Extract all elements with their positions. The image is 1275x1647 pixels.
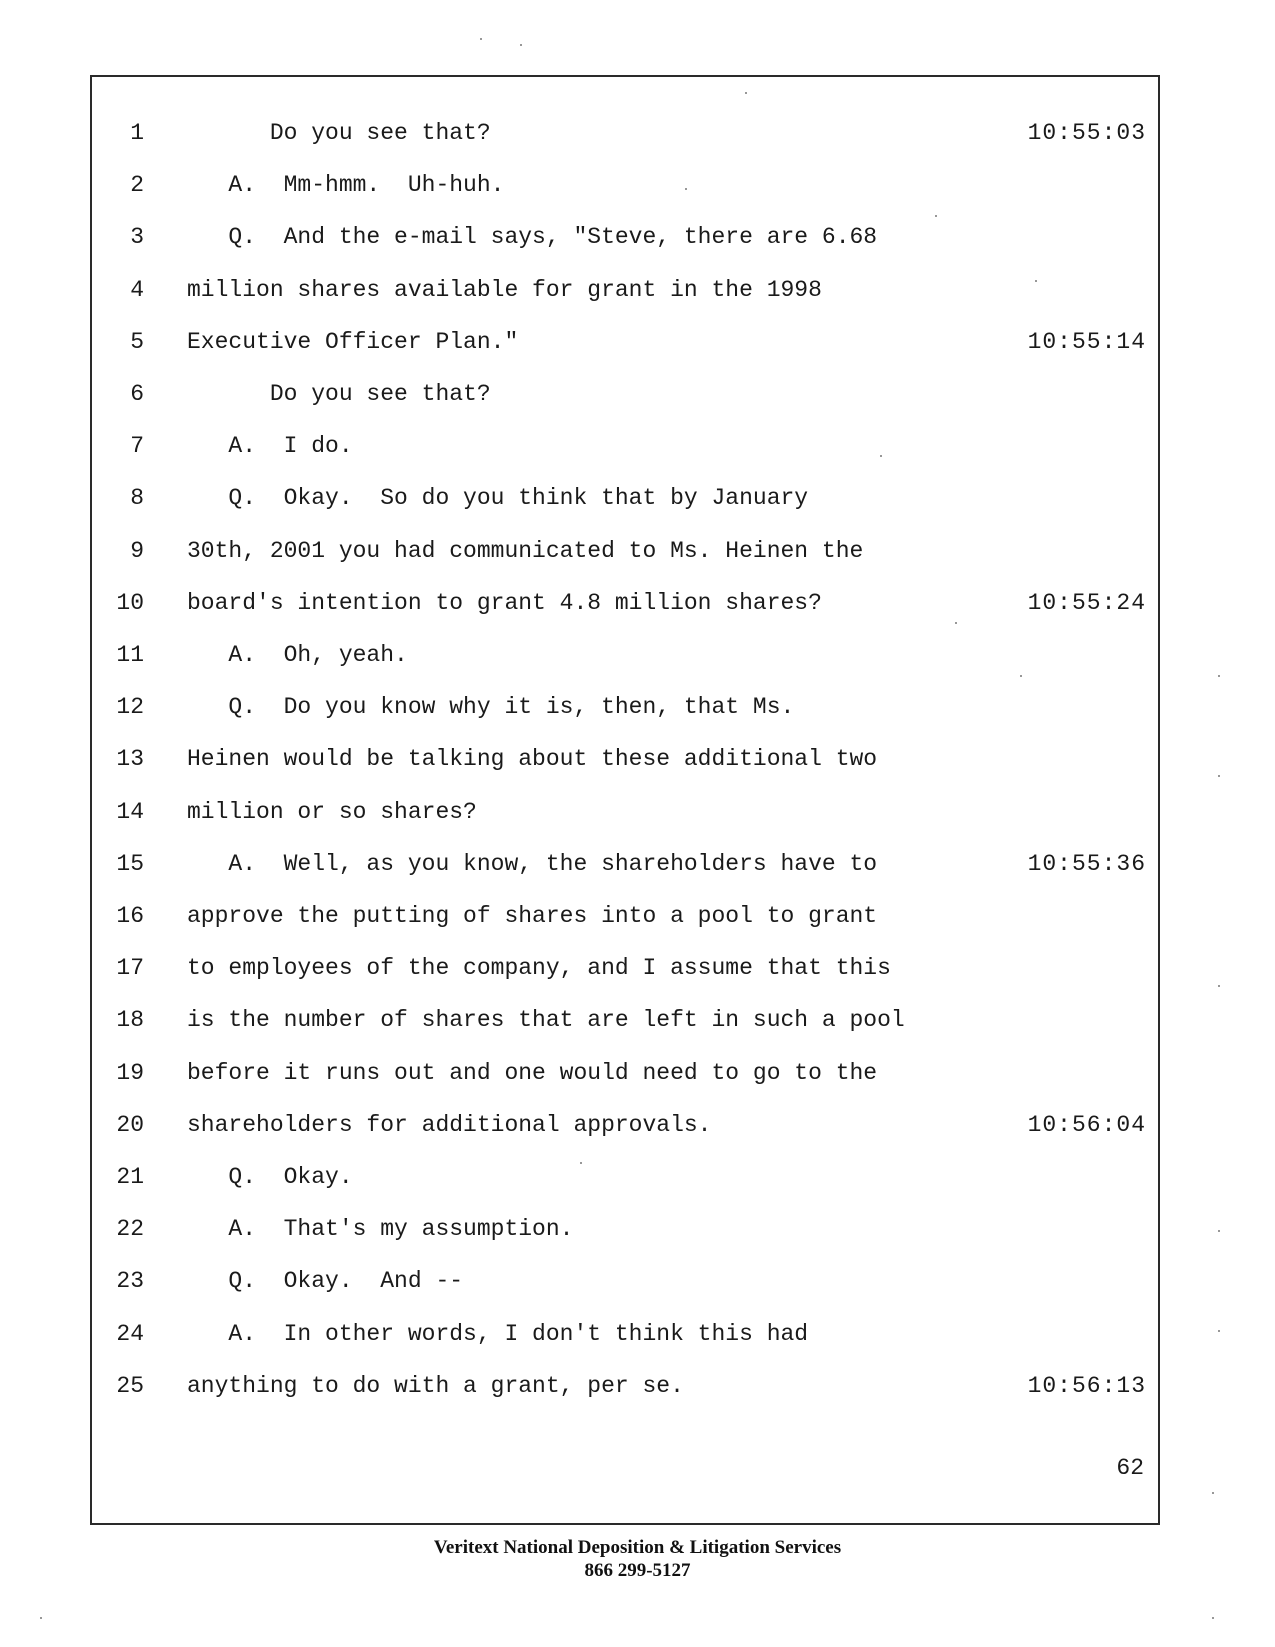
scan-speck [1218, 1330, 1220, 1332]
line-number: 12 [116, 694, 144, 721]
line-text: A. Well, as you know, the shareholders have to [187, 850, 878, 877]
line-number: 2 [130, 172, 144, 199]
transcript-line [92, 374, 1158, 414]
line-text: to employees of the company, and I assume that this [187, 955, 891, 982]
line-text: Q. And the e-mail says, "Steve, there are 6.68 [187, 224, 878, 251]
line-text: A. That's my assumption. [187, 1216, 574, 1243]
line-text: 30th, 2001 you had communicated to Ms. Heinen the [187, 537, 864, 564]
scan-speck [1212, 1617, 1214, 1619]
transcript-line [92, 531, 1158, 571]
line-number: 20 [116, 1111, 144, 1138]
scan-speck [1218, 1230, 1220, 1232]
transcript-line [92, 583, 1158, 623]
line-text: A. In other words, I don't think this had [187, 1320, 809, 1347]
line-number: 21 [116, 1164, 144, 1190]
line-text: Executive Officer Plan." [187, 328, 519, 355]
line-number: 7 [130, 433, 144, 460]
scan-speck [1218, 675, 1220, 677]
scan-speck [935, 215, 937, 217]
line-text: A. I do. [187, 433, 353, 460]
line-timestamp: 10:56:13 [1027, 1372, 1146, 1399]
scan-speck [1218, 775, 1220, 777]
scan-speck [480, 38, 482, 40]
line-text: Do you see that? [187, 381, 491, 407]
line-text: anything to do with a grant, per se. [187, 1372, 684, 1399]
transcript-line [92, 165, 1158, 205]
line-text: A. Mm-hmm. Uh-huh. [187, 172, 505, 199]
line-text: approve the putting of shares into a pool to grant [187, 903, 878, 929]
line-number: 19 [116, 1059, 144, 1086]
line-text: Q. Do you know why it is, then, that Ms. [187, 694, 795, 721]
transcript-line [92, 1053, 1158, 1093]
scan-speck [520, 44, 522, 46]
line-number: 16 [116, 903, 144, 929]
line-text: Do you see that? [187, 120, 491, 146]
line-number: 6 [130, 381, 144, 407]
line-text: is the number of shares that are left in such a pool [187, 1007, 905, 1034]
transcript-line [92, 948, 1158, 988]
transcript-line [92, 1314, 1158, 1354]
line-number: 1 [130, 120, 144, 146]
transcript-line [92, 270, 1158, 310]
line-number: 15 [116, 850, 144, 877]
line-text: million shares available for grant in the 1998 [187, 276, 822, 303]
scan-noise-strip [0, 0, 1275, 40]
line-text: shareholders for additional approvals. [187, 1111, 712, 1138]
line-timestamp: 10:55:03 [1027, 120, 1146, 146]
line-text: million or so shares? [187, 798, 477, 825]
line-text: Q. Okay. [187, 1164, 353, 1190]
line-timestamp: 10:55:24 [1027, 589, 1146, 616]
scan-speck [955, 622, 957, 624]
page-number: 62 [1116, 1455, 1144, 1481]
line-timestamp: 10:56:04 [1027, 1111, 1146, 1138]
line-number: 23 [116, 1268, 144, 1295]
transcript-line [92, 1261, 1158, 1301]
scan-speck [1035, 280, 1037, 282]
line-number: 10 [116, 589, 144, 616]
footer-phone-number: 866 299-5127 [584, 1560, 691, 1581]
line-timestamp: 10:55:14 [1027, 328, 1146, 355]
line-number: 3 [130, 224, 144, 251]
transcript-line [92, 1209, 1158, 1249]
scan-speck [745, 92, 747, 94]
line-text: board's intention to grant 4.8 million shares? [187, 589, 822, 616]
line-number: 22 [116, 1216, 144, 1243]
line-number: 5 [130, 328, 144, 355]
transcript-line [92, 1157, 1158, 1197]
scan-speck [1218, 985, 1220, 987]
transcript-line [92, 113, 1158, 153]
transcript-line [92, 687, 1158, 727]
transcript-line [92, 635, 1158, 675]
line-number: 9 [130, 537, 144, 564]
line-text: A. Oh, yeah. [187, 642, 408, 668]
page-footer [0, 1536, 1275, 1582]
line-timestamp: 10:55:36 [1027, 850, 1146, 877]
line-number: 13 [116, 746, 144, 773]
transcript-line [92, 844, 1158, 884]
line-number: 8 [130, 485, 144, 512]
line-text: Q. Okay. So do you think that by January [187, 485, 809, 512]
line-number: 4 [130, 276, 144, 303]
scan-speck [40, 1617, 42, 1619]
transcript-line [92, 478, 1158, 518]
transcript-line [92, 217, 1158, 257]
line-number: 11 [116, 642, 144, 668]
transcript-page-frame [90, 75, 1160, 1525]
line-text: Heinen would be talking about these additional two [187, 746, 878, 773]
line-number: 25 [116, 1372, 144, 1399]
scan-speck [1020, 675, 1022, 677]
scan-speck [685, 188, 687, 190]
scan-speck [580, 1162, 582, 1164]
line-number: 14 [116, 798, 144, 825]
transcript-line [92, 1000, 1158, 1040]
transcript-line [92, 792, 1158, 832]
transcript-line [92, 896, 1158, 936]
transcript-line [92, 739, 1158, 779]
transcript-line [92, 322, 1158, 362]
line-number: 17 [116, 955, 144, 982]
line-number: 18 [116, 1007, 144, 1034]
transcript-line [92, 426, 1158, 466]
line-number: 24 [116, 1320, 144, 1347]
scan-speck [1212, 1492, 1214, 1494]
transcript-line [92, 1366, 1158, 1406]
line-text: Q. Okay. And -- [187, 1268, 464, 1295]
line-text: before it runs out and one would need to go to the [187, 1059, 878, 1086]
scan-speck [880, 455, 882, 457]
transcript-line [92, 1105, 1158, 1145]
footer-company-name: Veritext National Deposition & Litigation Services [433, 1537, 842, 1558]
